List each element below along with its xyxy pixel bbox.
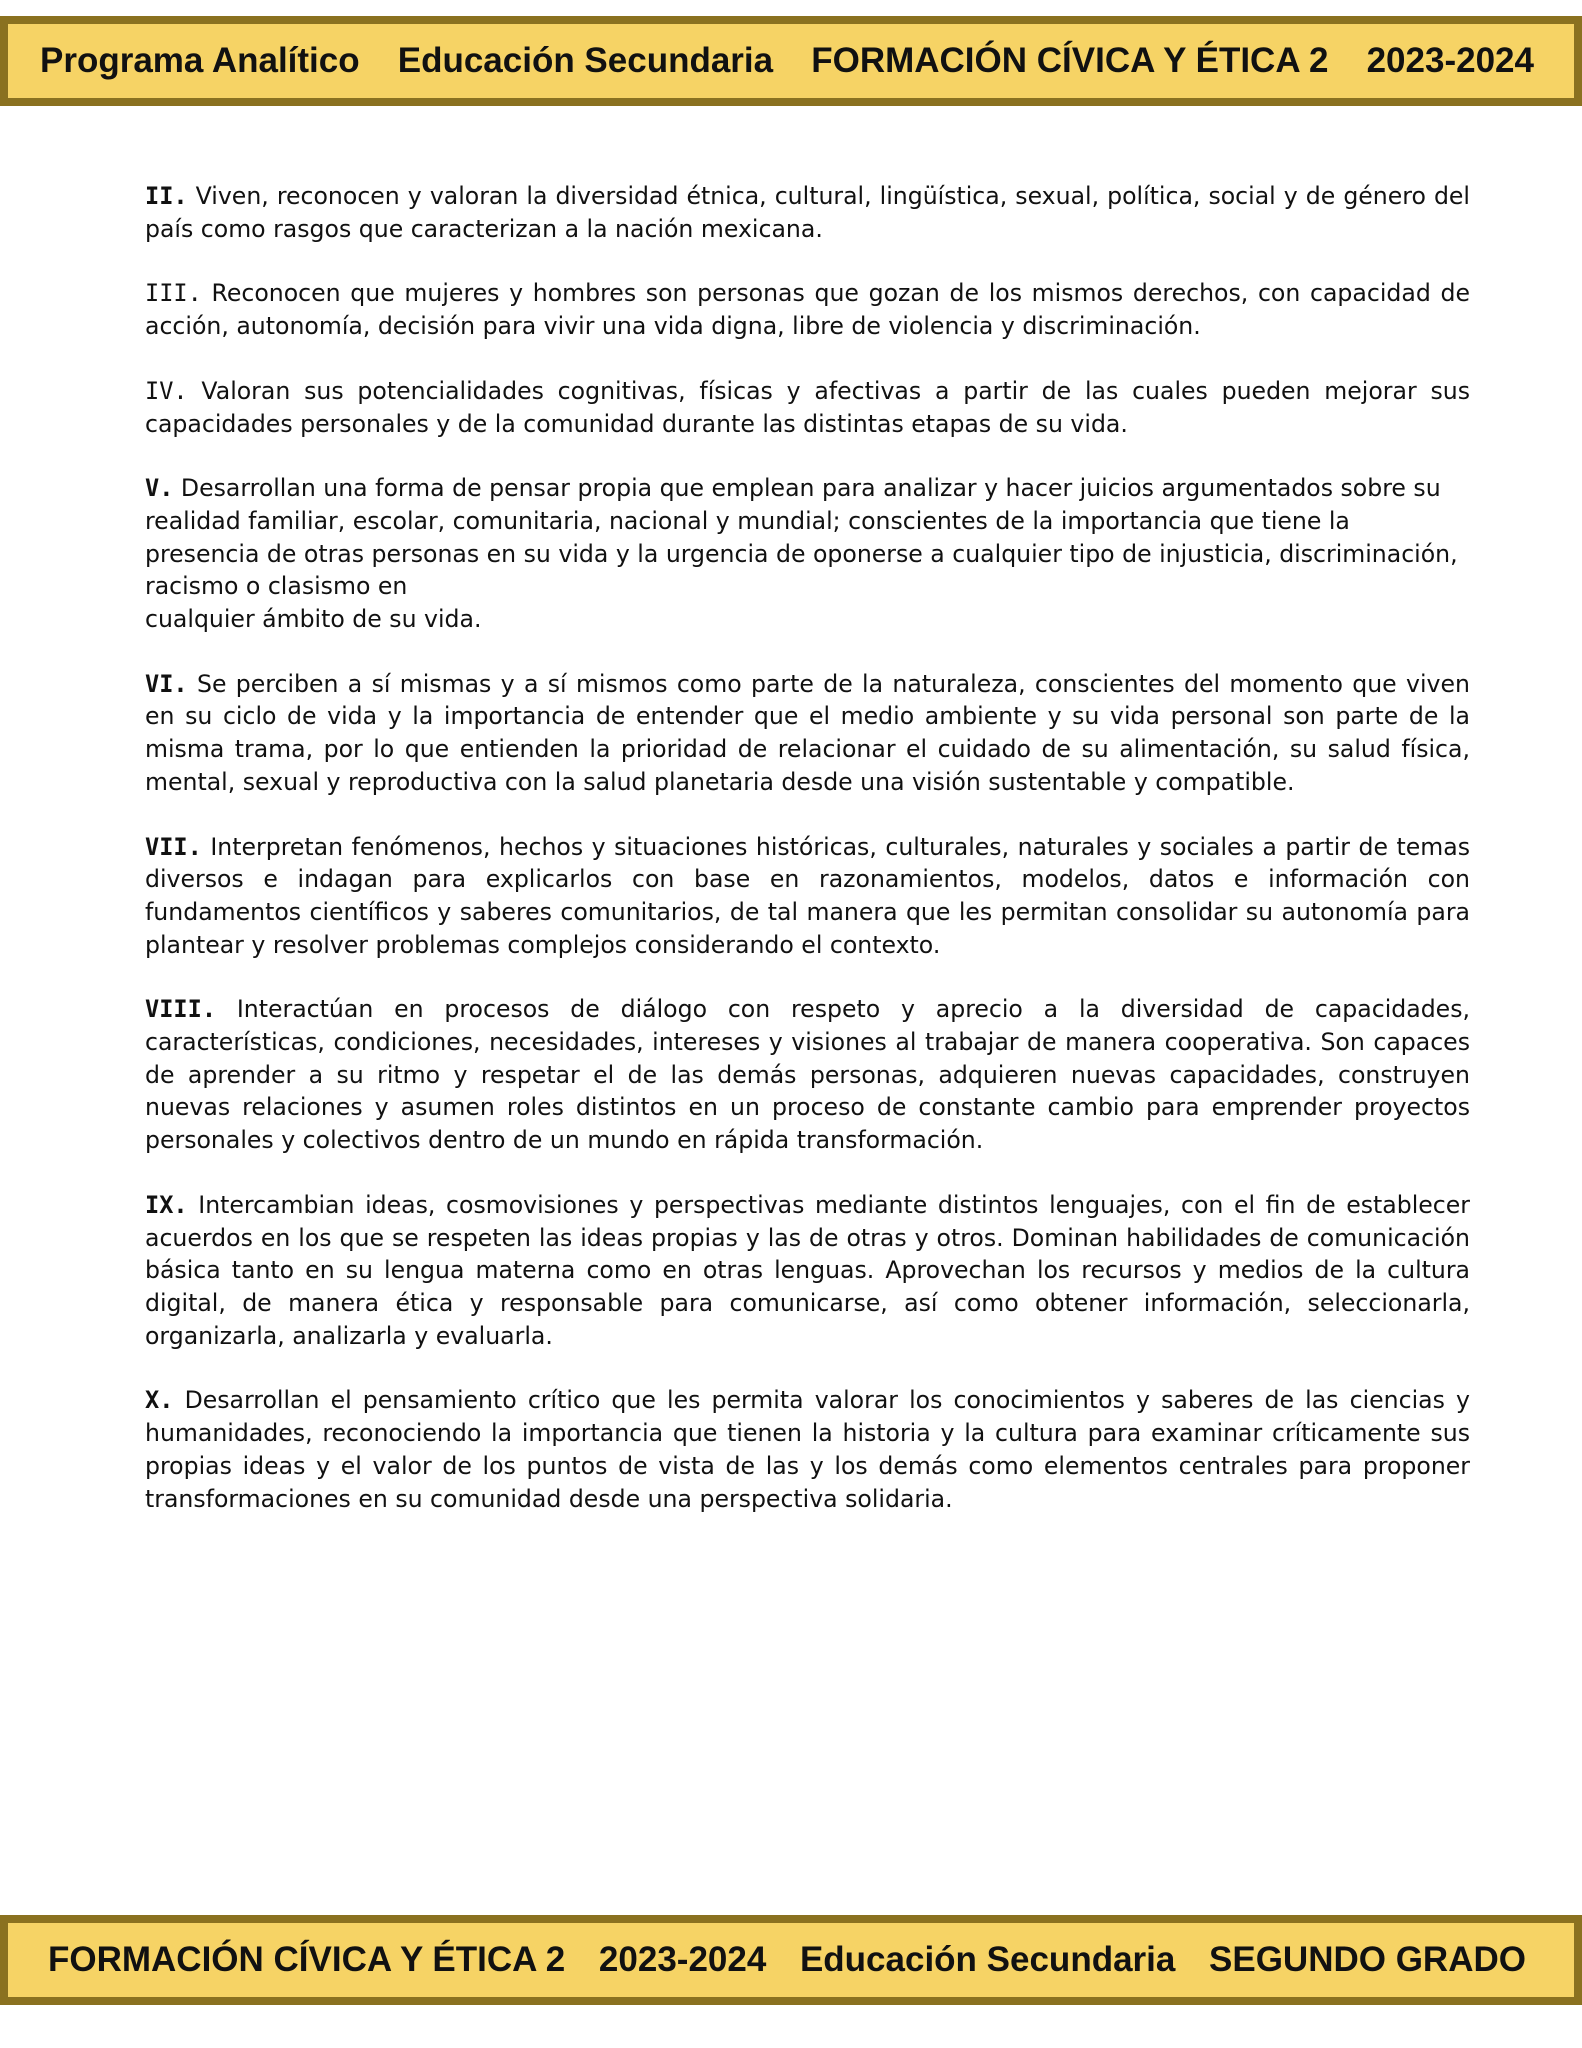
paragraph-vii-text: Interpretan fenómenos, hechos y situaciones históricas, culturales, naturales y sociales a partir de temas diversos e indagan para explicarlos con base en razonamientos, modelos, datos e información con fundamentos científicos y saberes comunitarios, de tal manera que les permitan consolidar su autonomía para plantear y resolver problemas complejos considerando el contexto. [145,832,1470,959]
footer-banner [0,1915,1582,2005]
document-body [145,180,1470,1547]
numeral-ii: II. [145,182,188,210]
numeral-v: V. [145,474,174,503]
paragraph-ii [145,180,1470,245]
header-banner [0,16,1582,106]
header-program: Programa Analítico [40,41,360,80]
footer-level: Educación Secundaria [799,1940,1176,1979]
paragraph-x-text: Desarrollan el pensamiento crítico que les permita valorar los conocimientos y saberes de las ciencias y humanidades, reconociendo la importancia que tienen la historia y la cultura para examinar críticamente sus propias ideas y el valor de los puntos de vista de las y los demás como elementos centrales para proponer transformaciones en su comunidad desde una perspectiva solidaria. [145,1386,1470,1513]
paragraph-iv [145,375,1470,440]
paragraph-viii [145,993,1470,1157]
paragraph-vii [145,831,1470,962]
numeral-ix: IX. [145,1190,188,1219]
paragraph-v-text: Desarrollan una forma de pensar propia que emplean para analizar y hacer juicios argumentados sobre su realidad familiar, escolar, comunitaria, nacional y mundial; conscientes de la importancia que tiene la presencia de otras personas en su vida y la urgencia de oponerse a cualquier tipo de injusticia, discriminación, racismo o clasismo en [145,474,1458,601]
numeral-x: X. [145,1386,174,1415]
header-year: 2023-2024 [1366,41,1534,80]
paragraph-v [145,472,1470,636]
footer-year: 2023-2024 [598,1940,767,1979]
numeral-vi: VI. [145,669,188,698]
numeral-iii: III. [145,279,202,308]
paragraph-vi [145,668,1470,799]
header-subject: FORMACIÓN CÍVICA Y ÉTICA 2 [811,41,1329,80]
paragraph-ii-text: Viven, reconocen y valoran la diversidad étnica, cultural, lingüística, sexual, política, social y de género del país como rasgos que caracterizan a la nación mexicana. [145,182,1470,243]
numeral-vii: VII. [145,832,202,861]
paragraph-x [145,1384,1470,1515]
numeral-viii: VIII. [145,995,217,1024]
paragraph-viii-text: Interactúan en procesos de diálogo con respeto y aprecio a la diversidad de capacidades, características, condiciones, necesidades, intereses y visiones al trabajar de manera cooperativa. Son capaces de aprender a su ritmo y respetar el de las demás personas, adquieren nuevas capacidades, construyen nuevas relaciones y asumen roles distintos en un proceso de constante cambio para emprender proyectos personales y colectivos dentro de un mundo en rápida transformación. [145,995,1470,1155]
paragraph-iii [145,277,1470,342]
footer-subject: FORMACIÓN CÍVICA Y ÉTICA 2 [48,1940,566,1979]
paragraph-ix-text: Intercambian ideas, cosmovisiones y perspectivas mediante distintos lenguajes, con el fin de establecer acuerdos en los que se respeten las ideas propias y las de otras y otros. Dominan habilidades de comunicación básica tanto en su lengua materna como en otras lenguas. Aprovechan los recursos y medios de la cultura digital, de manera ética y responsable para comunicarse, así como obtener información, seleccionarla, organizarla, analizarla y evaluarla. [145,1190,1470,1350]
paragraph-ix [145,1189,1470,1353]
paragraph-iv-text: Valoran sus potencialidades cognitivas, físicas y afectivas a partir de las cuales pueden mejorar sus capacidades personales y de la comunidad durante las distintas etapas de su vida. [145,376,1470,438]
paragraph-v-text-cont: cualquier ámbito de su vida. [145,605,482,634]
numeral-iv: IV. [145,376,188,405]
footer-grade: SEGUNDO GRADO [1209,1940,1526,1979]
header-level: Educación Secundaria [397,41,774,80]
paragraph-vi-text: Se perciben a sí mismas y a sí mismos como parte de la naturaleza, conscientes del momento que viven en su ciclo de vida y la importancia de entender que el medio ambiente y su vida personal son parte de la misma trama, por lo que entienden la prioridad de relacionar el cuidado de su alimentación, su salud física, mental, sexual y reproductiva con la salud planetaria desde una visión sustentable y compatible. [145,669,1470,796]
paragraph-iii-text: Reconocen que mujeres y hombres son personas que gozan de los mismos derechos, con capacidad de acción, autonomía, decisión para vivir una vida digna, libre de violencia y discriminación. [145,279,1470,341]
